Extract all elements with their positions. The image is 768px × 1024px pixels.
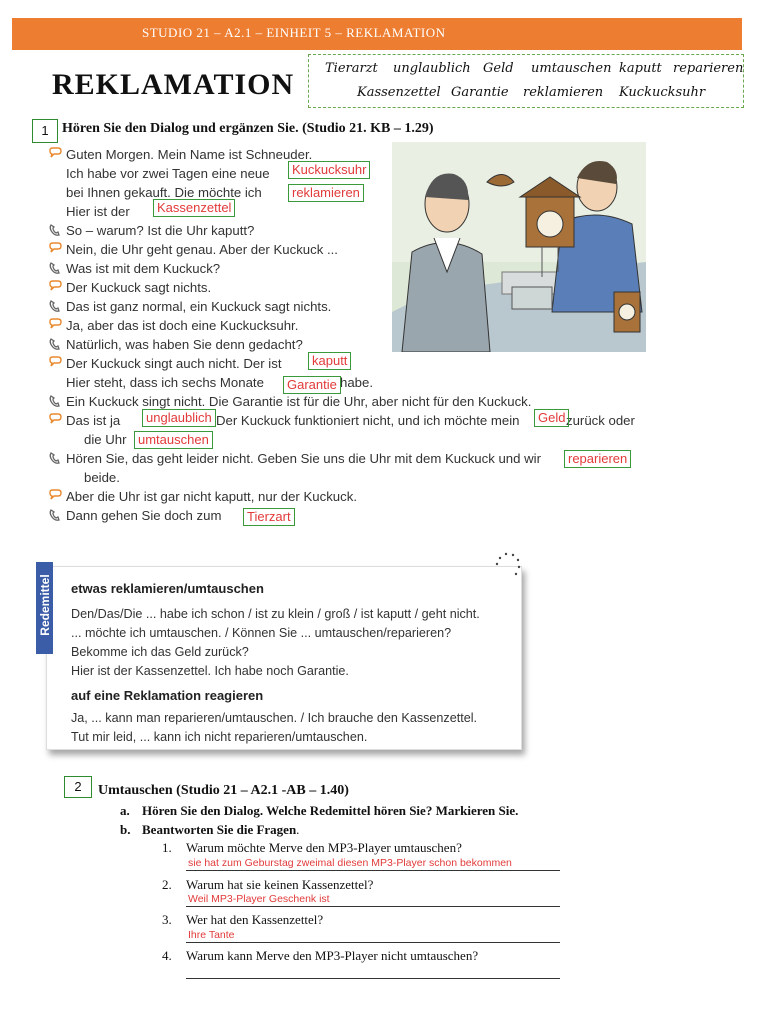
speech-bubble-icon <box>48 280 62 294</box>
dialogue-line: Hören Sie, das geht leider nicht. Geben Sie uns die Uhr mit dem Kuckuck und wir <box>66 451 541 466</box>
dialogue-line: So – warum? Ist die Uhr kaputt? <box>66 223 255 238</box>
redemittel-line: Bekomme ich das Geld zurück? <box>71 645 249 659</box>
phone-icon <box>48 394 62 408</box>
answer-garantie[interactable]: Garantie <box>283 376 341 394</box>
dialogue-line: Ja, aber das ist doch eine Kuckucksuhr. <box>66 318 299 333</box>
answer-reparieren[interactable]: reparieren <box>564 450 631 468</box>
answer-text[interactable]: sie hat zum Geburstag zweimal diesen MP3-Player schon bekommen <box>188 857 512 869</box>
redemittel-box <box>46 566 522 750</box>
question-number: 4. <box>162 948 172 963</box>
dialogue-line: Der Kuckuck funktioniert nicht, und ich möchte mein <box>216 413 520 428</box>
dialogue-line: habe. <box>340 375 374 390</box>
phone-icon <box>48 223 62 237</box>
redemittel-line: Den/Das/Die ... habe ich schon / ist zu klein / groß / ist kaputt / geht nicht. <box>71 607 480 621</box>
dialogue-line: bei Ihnen gekauft. Die möchte ich <box>66 185 262 200</box>
answer-line <box>186 870 560 871</box>
redemittel-line: Hier ist der Kassenzettel. Ich habe noch Garantie. <box>71 664 349 678</box>
dialogue-line: Ich habe vor zwei Tagen eine neue <box>66 166 270 181</box>
answer-line <box>186 906 560 907</box>
question-text: Warum hat sie keinen Kassenzettel? <box>186 877 374 892</box>
task-1-number: 1 <box>32 119 58 143</box>
question-number: 1. <box>162 840 172 855</box>
dialogue-line: Hier ist der <box>66 204 130 219</box>
dialogue-line: beide. <box>84 470 120 485</box>
task-2-b-label: b. <box>120 822 131 837</box>
redemittel-line: Ja, ... kann man reparieren/umtauschen. / Ich brauche den Kassenzettel. <box>71 711 478 725</box>
task-2-number: 2 <box>64 776 92 798</box>
task-1-heading: Hören Sie den Dialog und ergänzen Sie. (Studio 21. KB – 1.29) <box>62 121 434 136</box>
task-2-a-label: a. <box>120 803 130 818</box>
dialogue-line: Natürlich, was haben Sie denn gedacht? <box>66 337 303 352</box>
task-2-a: Hören Sie den Dialog. Welche Redemittel hören Sie? Markieren Sie. <box>142 803 519 818</box>
dialogue-line: Ein Kuckuck singt nicht. Die Garantie ist für die Uhr, aber nicht für den Kuckuck. <box>66 394 532 409</box>
redemittel-tab <box>36 562 53 654</box>
task-2-b <box>142 822 299 838</box>
illustration-shop-scene <box>392 142 646 352</box>
word-bank-item: unglaublich <box>393 61 471 76</box>
answer-reklamieren[interactable]: reklamieren <box>288 184 364 202</box>
answer-text[interactable]: Weil MP3-Player Geschenk ist <box>188 893 330 905</box>
dialogue-line: Der Kuckuck singt auch nicht. Der ist <box>66 356 282 371</box>
answer-umtauschen[interactable]: umtauschen <box>134 431 213 449</box>
task-2-b-dot: . <box>296 822 300 837</box>
word-bank-item: Garantie <box>451 85 509 100</box>
answer-line <box>186 978 560 979</box>
header-text: STUDIO 21 – A2.1 – EINHEIT 5 – REKLAMATION <box>142 25 446 40</box>
answer-geld[interactable]: Geld <box>534 409 569 427</box>
word-bank-item: Tierarzt <box>325 61 378 76</box>
dialogue-line: Dann gehen Sie doch zum <box>66 508 222 523</box>
task-2-heading: Umtauschen (Studio 21 – A2.1 -AB – 1.40) <box>98 783 349 798</box>
dialogue-line: die Uhr <box>84 432 127 447</box>
word-bank-item: umtauschen <box>531 61 612 76</box>
answer-tierzart[interactable]: Tierzart <box>243 508 295 526</box>
word-bank-item: Kassenzettel <box>357 85 441 100</box>
question-text: Warum kann Merve den MP3-Player nicht umtauschen? <box>186 948 479 963</box>
question-number: 2. <box>162 877 172 892</box>
word-bank-item: kaputt <box>619 61 662 76</box>
dialogue-line: Was ist mit dem Kuckuck? <box>66 261 221 276</box>
question-number: 3. <box>162 912 172 927</box>
answer-line <box>186 942 560 943</box>
redemittel-line: ... möchte ich umtauschen. / Können Sie ... umtauschen/reparieren? <box>71 626 452 640</box>
question-text: Warum möchte Merve den MP3-Player umtauschen? <box>186 840 462 855</box>
answer-unglaublich[interactable]: unglaublich <box>142 409 216 427</box>
question-text: Wer hat den Kassenzettel? <box>186 912 324 927</box>
phone-icon <box>48 337 62 351</box>
speech-bubble-icon <box>48 147 62 161</box>
task-2-b-text: Beantworten Sie die Fragen <box>142 822 297 837</box>
dialogue-line: Hier steht, dass ich sechs Monate <box>66 375 264 390</box>
redemittel-heading-1: etwas reklamieren/umtauschen <box>71 581 264 596</box>
phone-icon <box>48 508 62 522</box>
word-bank-item: reklamieren <box>523 85 604 100</box>
speech-bubble-icon <box>48 242 62 256</box>
answer-kaputt[interactable]: kaputt <box>308 352 351 370</box>
dialogue-line: Nein, die Uhr geht genau. Aber der Kuckuck ... <box>66 242 338 257</box>
redemittel-tab-label: Redemittel <box>38 574 52 636</box>
word-bank-item: Kuckucksuhr <box>619 85 706 100</box>
dialogue-line: Das ist ja <box>66 413 121 428</box>
answer-kuckucksuhr[interactable]: Kuckucksuhr <box>288 161 370 179</box>
redemittel-line: Tut mir leid, ... kann ich nicht reparieren/umtauschen. <box>71 730 368 744</box>
redemittel-heading-2: auf eine Reklamation reagieren <box>71 688 264 703</box>
word-bank-item: Geld <box>483 61 514 76</box>
speech-bubble-icon <box>48 413 62 427</box>
phone-icon <box>48 299 62 313</box>
dialogue-line: Guten Morgen. Mein Name ist Schneuder. <box>66 147 313 162</box>
phone-icon <box>48 261 62 275</box>
dialogue-line: Der Kuckuck sagt nichts. <box>66 280 212 295</box>
answer-text[interactable]: Ihre Tante <box>188 929 235 941</box>
speech-bubble-icon <box>48 489 62 503</box>
page-title: REKLAMATION <box>52 68 295 101</box>
word-bank-item: reparieren <box>673 61 744 76</box>
stars-icon <box>494 550 524 580</box>
speech-bubble-icon <box>48 356 62 370</box>
dialogue-line: zurück oder <box>566 413 635 428</box>
phone-icon <box>48 451 62 465</box>
answer-kassenzettel[interactable]: Kassenzettel <box>153 199 235 217</box>
dialogue-line: Das ist ganz normal, ein Kuckuck sagt nichts. <box>66 299 332 314</box>
dialogue-line: Aber die Uhr ist gar nicht kaputt, nur der Kuckuck. <box>66 489 357 504</box>
speech-bubble-icon <box>48 318 62 332</box>
